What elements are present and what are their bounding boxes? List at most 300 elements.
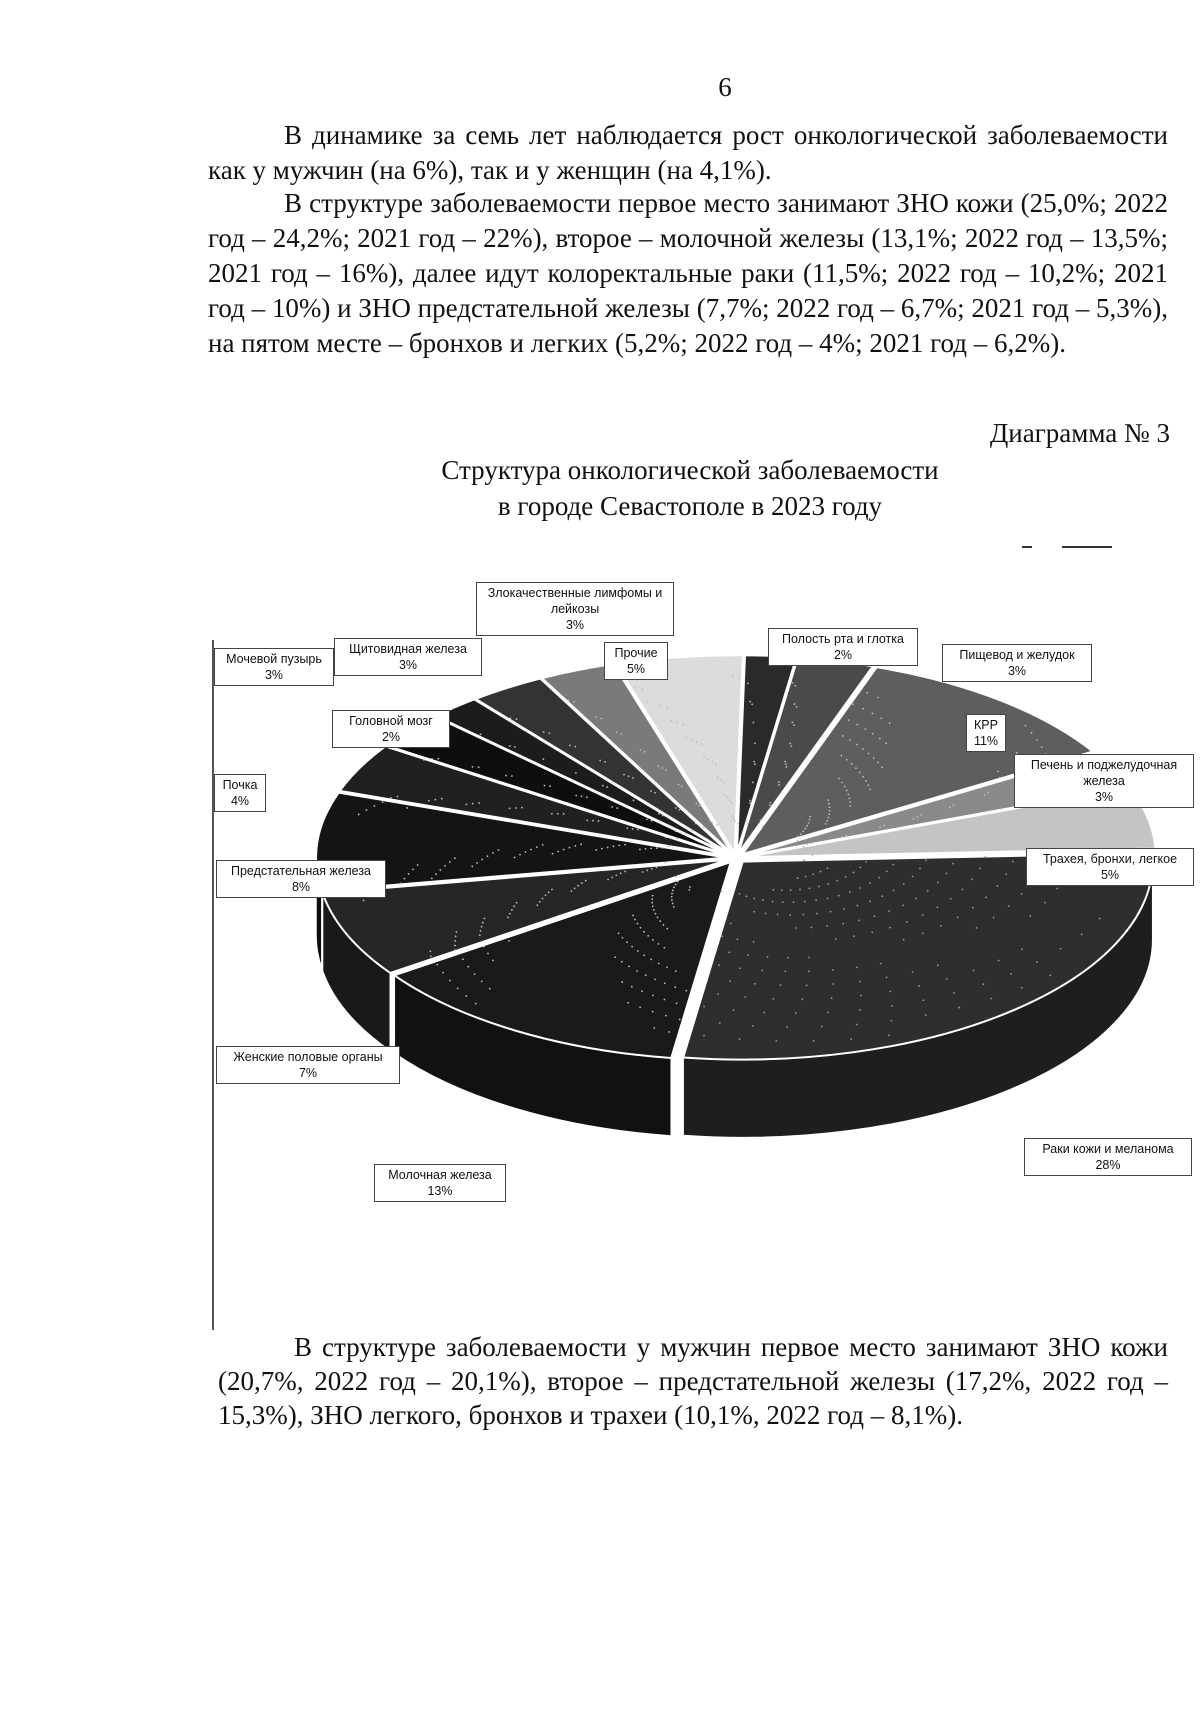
texture-dot	[465, 995, 467, 997]
texture-dot	[734, 820, 736, 822]
texture-dot	[804, 828, 806, 830]
texture-dot	[1015, 817, 1017, 819]
texture-dot	[818, 886, 820, 888]
texture-dot	[958, 1007, 960, 1009]
texture-dot	[581, 882, 583, 884]
texture-dot	[922, 914, 924, 916]
texture-dot	[513, 905, 515, 907]
texture-dot	[932, 840, 934, 842]
texture-dot	[781, 889, 783, 891]
texture-dot	[859, 849, 861, 851]
texture-dot	[920, 814, 922, 816]
texture-dot	[1029, 915, 1031, 917]
texture-dot	[763, 1012, 765, 1014]
texture-dot	[827, 799, 829, 801]
texture-dot	[792, 682, 794, 684]
texture-dot	[809, 819, 811, 821]
texture-dot	[940, 925, 942, 927]
texture-dot	[482, 922, 484, 924]
texture-dot	[919, 868, 921, 870]
texture-dot	[1021, 987, 1023, 989]
texture-dot	[676, 722, 678, 724]
texture-dot	[869, 789, 871, 791]
texture-dot	[373, 805, 375, 807]
texture-dot	[509, 717, 511, 719]
texture-dot	[675, 970, 677, 972]
texture-dot	[987, 792, 989, 794]
texture-dot	[805, 876, 807, 878]
texture-dot	[925, 1014, 927, 1016]
texture-dot	[454, 949, 456, 951]
texture-dot	[454, 857, 456, 859]
texture-dot	[856, 724, 858, 726]
texture-dot	[859, 866, 861, 868]
texture-dot	[859, 980, 861, 982]
texture-dot	[1011, 820, 1013, 822]
texture-dot	[611, 806, 613, 808]
texture-dot	[738, 677, 740, 679]
texture-dot	[716, 824, 718, 826]
texture-dot	[397, 796, 399, 798]
texture-dot	[952, 804, 954, 806]
texture-dot	[618, 932, 620, 934]
label-lymphoma-leukemia: Злокачественные лимфомы и лейкозы 3%	[476, 582, 674, 636]
texture-dot	[671, 893, 673, 895]
texture-dot	[637, 829, 639, 831]
texture-dot	[431, 878, 433, 880]
texture-dot	[889, 927, 891, 929]
texture-dot	[858, 920, 860, 922]
texture-dot	[1031, 732, 1033, 734]
texture-dot	[549, 785, 551, 787]
texture-dot	[868, 753, 870, 755]
texture-dot	[925, 859, 927, 861]
texture-dot	[509, 913, 511, 915]
texture-dot	[784, 971, 786, 973]
texture-dot	[663, 924, 665, 926]
page-number: 6	[718, 72, 732, 102]
texture-dot	[1099, 918, 1101, 920]
texture-dot	[862, 776, 864, 778]
texture-dot	[505, 775, 507, 777]
texture-dot	[631, 946, 633, 948]
texture-dot	[670, 720, 672, 722]
texture-dot	[480, 930, 482, 932]
texture-dot	[885, 742, 887, 744]
texture-dot	[652, 995, 654, 997]
texture-dot	[671, 899, 673, 901]
texture-dot	[831, 997, 833, 999]
texture-dot	[634, 919, 636, 921]
texture-dot	[679, 1019, 681, 1021]
texture-dot	[778, 784, 780, 786]
texture-dot	[718, 964, 720, 966]
texture-dot	[660, 705, 662, 707]
texture-dot	[769, 804, 771, 806]
texture-dot	[998, 960, 1000, 962]
texture-dot	[789, 914, 791, 916]
texture-dot	[1021, 893, 1023, 895]
texture-dot	[573, 701, 575, 703]
texture-dot	[515, 807, 517, 809]
texture-dot	[797, 836, 799, 838]
texture-dot	[684, 833, 686, 835]
texture-dot	[802, 830, 804, 832]
texture-dot	[695, 823, 697, 825]
texture-dot	[678, 784, 680, 786]
texture-dot	[645, 848, 647, 850]
texture-dot	[456, 931, 458, 933]
texture-dot	[481, 926, 483, 928]
texture-dot	[674, 986, 676, 988]
texture-dot	[957, 916, 959, 918]
texture-dot	[551, 888, 553, 890]
texture-dot	[877, 697, 879, 699]
texture-dot	[652, 895, 654, 897]
texture-dot	[806, 825, 808, 827]
texture-dot	[811, 842, 813, 844]
texture-dot	[611, 876, 613, 878]
texture-dot	[653, 909, 655, 911]
texture-dot	[842, 923, 844, 925]
texture-dot	[862, 748, 864, 750]
texture-dot	[514, 857, 516, 859]
chart-title-line-2: в городе Севастополе в 2023 году	[497, 491, 883, 521]
texture-dot	[828, 803, 830, 805]
texture-dot	[595, 849, 597, 851]
texture-dot	[691, 739, 693, 741]
texture-dot	[901, 843, 903, 845]
texture-dot	[937, 838, 939, 840]
texture-dot	[657, 943, 659, 945]
texture-dot	[841, 755, 843, 757]
texture-dot	[715, 763, 717, 765]
texture-dot	[653, 703, 655, 705]
texture-dot	[847, 793, 849, 795]
texture-dot	[822, 853, 824, 855]
scan-dash-mark	[1022, 546, 1032, 548]
texture-dot	[664, 982, 666, 984]
texture-dot	[753, 941, 755, 943]
texture-dot	[982, 983, 984, 985]
texture-dot	[825, 823, 827, 825]
texture-dot	[1056, 888, 1058, 890]
texture-dot	[661, 767, 663, 769]
texture-dot	[586, 796, 588, 798]
texture-dot	[754, 742, 756, 744]
texture-dot	[677, 881, 679, 883]
texture-dot	[1007, 823, 1009, 825]
texture-dot	[626, 827, 628, 829]
texture-dot	[721, 891, 723, 893]
texture-dot	[794, 703, 796, 705]
label-kidney: Почка 4%	[214, 774, 266, 812]
texture-dot	[1041, 746, 1043, 748]
texture-dot	[772, 889, 774, 891]
texture-dot	[856, 744, 858, 746]
texture-dot	[607, 847, 609, 849]
texture-dot	[729, 799, 731, 801]
texture-dot	[922, 999, 924, 1001]
texture-dot	[569, 744, 571, 746]
texture-dot	[922, 932, 924, 934]
texture-dot	[449, 861, 451, 863]
texture-dot	[1036, 739, 1038, 741]
texture-dot	[812, 873, 814, 875]
texture-dot	[476, 862, 478, 864]
texture-dot	[886, 976, 888, 978]
texture-dot	[843, 908, 845, 910]
texture-dot	[654, 792, 656, 794]
texture-dot	[577, 885, 579, 887]
texture-dot	[752, 722, 754, 724]
texture-dot	[543, 731, 545, 733]
texture-dot	[430, 955, 432, 957]
texture-dot	[849, 797, 851, 799]
texture-dot	[615, 874, 617, 876]
texture-dot	[444, 865, 446, 867]
texture-dot	[859, 1009, 861, 1011]
texture-dot	[675, 876, 677, 878]
texture-dot	[431, 758, 433, 760]
texture-dot	[516, 718, 518, 720]
texture-dot	[549, 732, 551, 734]
texture-dot	[852, 703, 854, 705]
texture-dot	[595, 716, 597, 718]
texture-dot	[508, 940, 510, 942]
texture-dot	[808, 970, 810, 972]
texture-dot	[659, 920, 661, 922]
texture-dot	[434, 799, 436, 801]
texture-dot	[827, 883, 829, 885]
texture-dot	[912, 876, 914, 878]
texture-dot	[1010, 973, 1012, 975]
texture-dot	[636, 923, 638, 925]
texture-dot	[696, 741, 698, 743]
texture-dot	[628, 775, 630, 777]
texture-dot	[539, 901, 541, 903]
texture-dot	[631, 986, 633, 988]
texture-dot	[408, 873, 410, 875]
texture-dot	[657, 917, 659, 919]
texture-dot	[509, 807, 511, 809]
texture-dot	[739, 967, 741, 969]
texture-dot	[479, 934, 481, 936]
texture-dot	[628, 965, 630, 967]
texture-dot	[641, 990, 643, 992]
texture-dot	[997, 771, 999, 773]
texture-dot	[681, 786, 683, 788]
texture-dot	[853, 935, 855, 937]
texture-dot	[721, 935, 723, 937]
texture-dot	[815, 899, 817, 901]
texture-dot	[703, 1006, 705, 1008]
texture-dot	[651, 868, 653, 870]
texture-dot	[850, 1038, 852, 1040]
scan-vertical-rule	[212, 640, 214, 1330]
texture-dot	[530, 849, 532, 851]
texture-dot	[442, 972, 444, 974]
texture-dot	[585, 880, 587, 882]
label-esophagus-stomach: Пищевод и желудок 3%	[942, 644, 1092, 682]
texture-dot	[507, 917, 509, 919]
texture-dot	[654, 978, 656, 980]
texture-dot	[946, 872, 948, 874]
texture-dot	[685, 990, 687, 992]
texture-dot	[620, 872, 622, 874]
texture-dot	[937, 882, 939, 884]
texture-dot	[1041, 815, 1043, 817]
texture-dot	[613, 845, 615, 847]
texture-dot	[423, 759, 425, 761]
texture-dot	[701, 743, 703, 745]
texture-dot	[663, 947, 665, 949]
texture-dot	[671, 896, 673, 898]
texture-dot	[889, 991, 891, 993]
texture-dot	[658, 963, 660, 965]
texture-dot	[642, 871, 644, 873]
texture-dot	[849, 891, 851, 893]
texture-dot	[686, 737, 688, 739]
texture-dot	[949, 806, 951, 808]
texture-dot	[973, 970, 975, 972]
texture-dot	[623, 774, 625, 776]
texture-dot	[682, 724, 684, 726]
texture-dot	[487, 855, 489, 857]
texture-dot	[881, 766, 883, 768]
texture-dot	[675, 830, 677, 832]
texture-dot	[480, 733, 482, 735]
scan-dash-mark	[1062, 546, 1112, 548]
texture-dot	[412, 869, 414, 871]
texture-dot	[471, 866, 473, 868]
texture-dot	[736, 938, 738, 940]
texture-dot	[498, 849, 500, 851]
texture-dot	[647, 935, 649, 937]
label-prostate: Предстательная железа 8%	[216, 860, 386, 898]
texture-dot	[844, 786, 846, 788]
texture-dot	[731, 815, 733, 817]
texture-dot	[984, 856, 986, 858]
texture-dot	[657, 765, 659, 767]
texture-dot	[902, 904, 904, 906]
texture-dot	[483, 946, 485, 948]
texture-dot	[675, 884, 677, 886]
texture-dot	[883, 825, 885, 827]
texture-dot	[651, 898, 653, 900]
texture-dot	[545, 894, 547, 896]
texture-dot	[801, 998, 803, 1000]
texture-dot	[849, 739, 851, 741]
texture-dot	[455, 935, 457, 937]
label-bladder: Мочевой пузырь 3%	[214, 648, 334, 686]
texture-dot	[759, 822, 761, 824]
texture-dot	[643, 931, 645, 933]
texture-dot	[668, 1031, 670, 1033]
texture-dot	[760, 819, 762, 821]
texture-dot	[869, 900, 871, 902]
texture-dot	[644, 751, 646, 753]
texture-dot	[813, 1040, 815, 1042]
texture-dot	[985, 896, 987, 898]
texture-dot	[516, 902, 518, 904]
texture-dot	[829, 806, 831, 808]
texture-dot	[749, 802, 751, 804]
texture-dot	[688, 889, 690, 891]
texture-dot	[903, 939, 905, 941]
texture-dot	[796, 706, 798, 708]
texture-dot	[746, 823, 748, 825]
texture-dot	[575, 772, 577, 774]
texture-dot	[640, 749, 642, 751]
texture-dot	[794, 685, 796, 687]
texture-dot	[827, 1011, 829, 1013]
texture-dot	[634, 687, 636, 689]
texture-dot	[525, 851, 527, 853]
texture-dot	[826, 867, 828, 869]
texture-dot	[733, 818, 735, 820]
texture-dot	[927, 890, 929, 892]
texture-dot	[449, 980, 451, 982]
texture-dot	[772, 901, 774, 903]
texture-dot	[581, 795, 583, 797]
texture-dot	[889, 722, 891, 724]
texture-dot	[785, 766, 787, 768]
texture-dot	[860, 995, 862, 997]
texture-dot	[809, 816, 811, 818]
texture-dot	[791, 722, 793, 724]
texture-dot	[912, 971, 914, 973]
texture-dot	[836, 880, 838, 882]
texture-dot	[854, 851, 856, 853]
texture-dot	[542, 898, 544, 900]
texture-dot	[621, 961, 623, 963]
texture-dot	[754, 983, 756, 985]
texture-dot	[790, 889, 792, 891]
texture-dot	[672, 903, 674, 905]
label-lung: Трахея, бронхи, легкое 5%	[1026, 848, 1194, 886]
texture-dot	[753, 761, 755, 763]
texture-dot	[651, 902, 653, 904]
texture-dot	[849, 801, 851, 803]
texture-dot	[1021, 948, 1023, 950]
texture-dot	[598, 820, 600, 822]
texture-dot	[557, 851, 559, 853]
texture-dot	[666, 966, 668, 968]
texture-dot	[691, 830, 693, 832]
texture-dot	[799, 889, 801, 891]
texture-dot	[592, 820, 594, 822]
texture-dot	[472, 766, 474, 768]
texture-dot	[465, 804, 467, 806]
texture-dot	[624, 871, 626, 873]
texture-dot	[606, 786, 608, 788]
texture-dot	[665, 837, 667, 839]
texture-dot	[390, 797, 392, 799]
texture-dot	[720, 779, 722, 781]
texture-dot	[542, 844, 544, 846]
texture-dot	[436, 964, 438, 966]
texture-dot	[557, 813, 559, 815]
texture-dot	[745, 820, 747, 822]
texture-dot	[492, 960, 494, 962]
texture-dot	[795, 1012, 797, 1014]
texture-dot	[514, 746, 516, 748]
texture-dot	[417, 864, 419, 866]
texture-dot	[475, 1003, 477, 1005]
texture-dot	[906, 921, 908, 923]
texture-dot	[765, 913, 767, 915]
